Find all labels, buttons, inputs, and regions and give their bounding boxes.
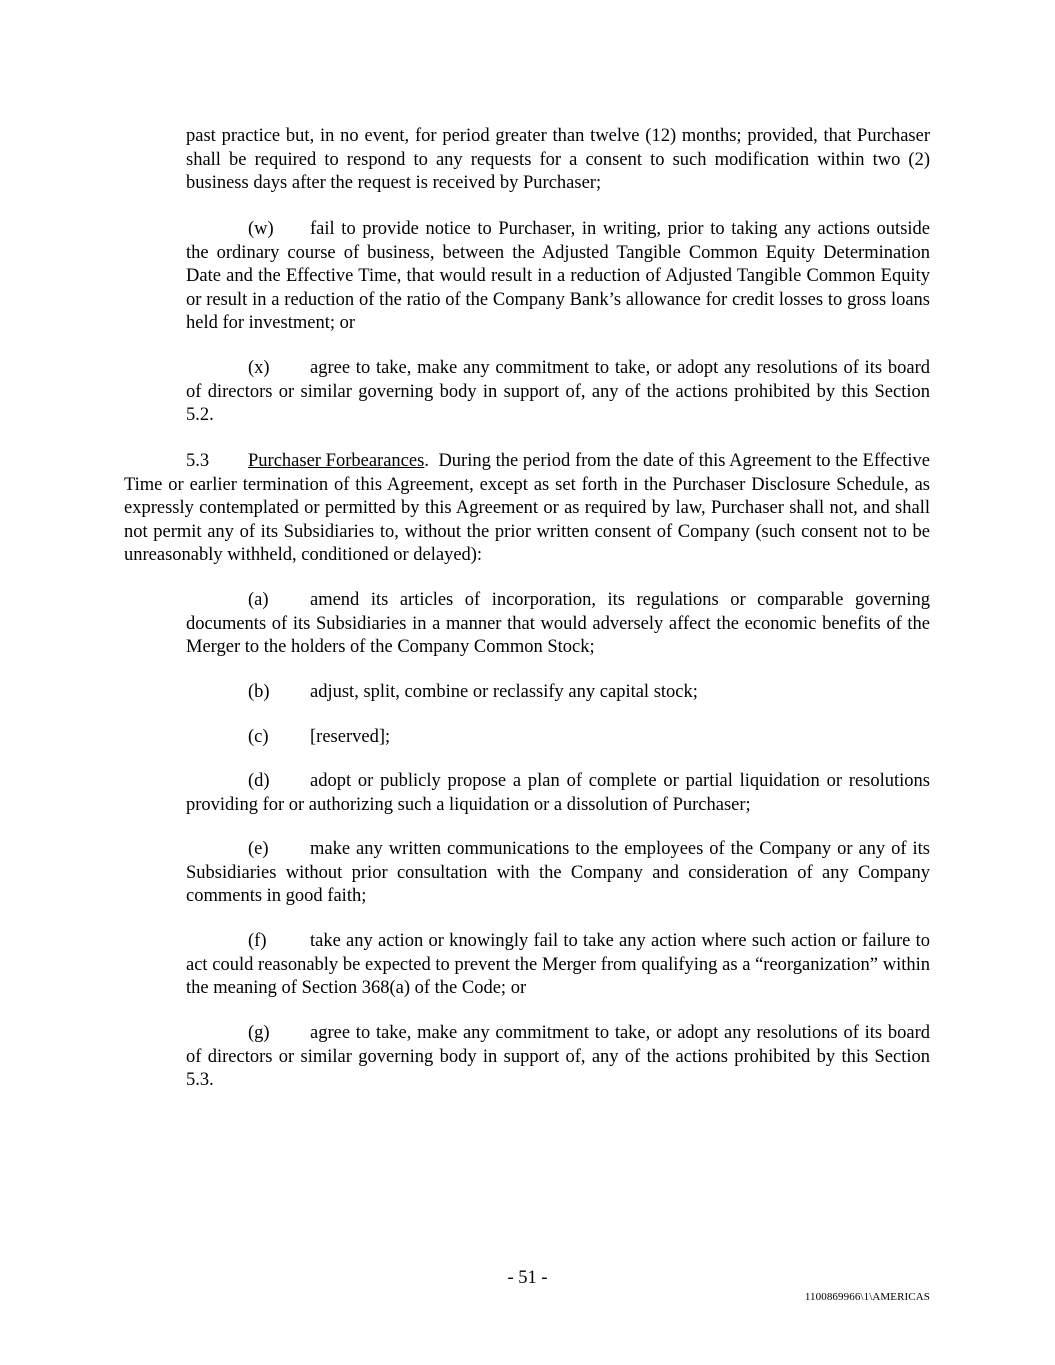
section-number: 5.3: [186, 451, 210, 471]
paragraph-a: [186, 589, 930, 660]
clause-text-e: make any written communications to the employees of the Company or any of its Subsidiaries without prior consultation with the Company and consideration of any Company comments in good faith;: [186, 839, 930, 907]
clause-label-w: (w): [248, 219, 274, 239]
clause-label-e: (e): [248, 839, 269, 859]
paragraph-d: [186, 770, 930, 817]
clause-text-d: adopt or publicly propose a plan of complete or partial liquidation or resolutions providing for or authorizing such a liquidation or a dissolution of Purchaser;: [186, 771, 930, 815]
clause-label-b: (b): [248, 682, 270, 702]
paragraph-b: [186, 681, 930, 705]
section-heading: Purchaser Forbearances: [248, 451, 425, 471]
clause-text-c: [reserved];: [310, 727, 391, 747]
clause-text-f: take any action or knowingly fail to take any action where such action or failure to act could reasonably be expected to prevent the Merger from qualifying as a “reorganization” within the meaning of Section 368(a) of the Code; or: [186, 931, 930, 999]
clause-label-c: (c): [248, 727, 269, 747]
section-text: During the period from the date of this Agreement to the Effective Time or earlier termination of this Agreement, except as set forth in the Purchaser Disclosure Schedule, as expressly contemplated or permitted by this Agreement or as required by law, Purchaser shall not, and shall not permit any of its Subsidiaries to, without the prior written consent of Company (such consent not to be unreasonably withheld, conditioned or delayed):: [124, 451, 931, 566]
document-id: 1100869966\1\AMERICAS: [804, 1291, 930, 1303]
paragraph-c: [186, 726, 930, 750]
paragraph-continuation: [186, 125, 930, 196]
paragraph-e: [186, 838, 930, 909]
section-heading-period: .: [424, 451, 429, 471]
paragraph-w: [186, 218, 930, 336]
clause-label-f: (f): [248, 931, 267, 951]
clause-text-w: fail to provide notice to Purchaser, in writing, prior to taking any actions outside the ordinary course of business, between the Adjusted Tangible Common Equity Determination Date and the Effective Time, that would result in a reduction of Adjusted Tangible Common Equity or result in a reduction of the ratio of the Company Bank’s allowance for credit losses to gross loans held for investment; or: [186, 219, 930, 334]
clause-text-g: agree to take, make any commitment to take, or adopt any resolutions of its board of directors or similar governing body in support of, any of the actions prohibited by this Section 5.3.: [186, 1023, 930, 1091]
continuation-text: past practice but, in no event, for period greater than twelve (12) months; provided, that Purchaser shall be required to respond to any requests for a consent to such modification within two (2) business days after the request is received by Purchaser;: [186, 126, 930, 194]
clause-label-g: (g): [248, 1023, 270, 1043]
clause-label-x: (x): [248, 358, 270, 378]
page-number: - 51 -: [507, 1268, 548, 1288]
paragraph-x: [186, 357, 930, 428]
clause-text-b: adjust, split, combine or reclassify any capital stock;: [310, 682, 698, 702]
clause-label-d: (d): [248, 771, 270, 791]
paragraph-f: [186, 930, 930, 1001]
clause-label-a: (a): [248, 590, 269, 610]
clause-text-a: amend its articles of incorporation, its regulations or comparable governing documents of its Subsidiaries in a manner that would adversely affect the economic benefits of the Merger to the holders of the Company Common Stock;: [186, 590, 930, 658]
section-5-3: [124, 450, 930, 568]
clause-text-x: agree to take, make any commitment to take, or adopt any resolutions of its board of directors or similar governing body in support of, any of the actions prohibited by this Section 5.2.: [186, 358, 930, 426]
paragraph-g: [186, 1022, 930, 1093]
